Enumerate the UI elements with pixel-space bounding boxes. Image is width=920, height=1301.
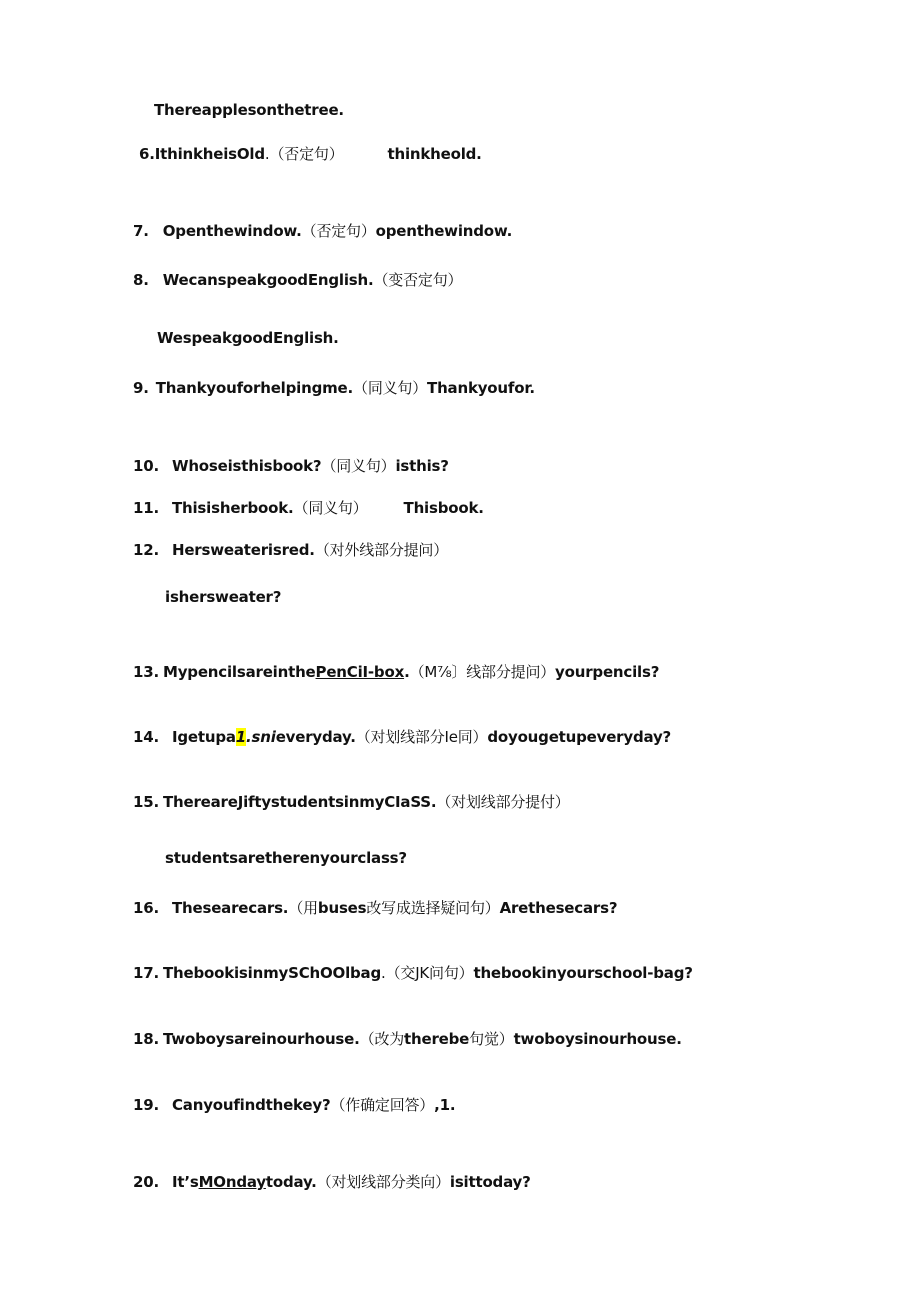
answer-stub: doyougetupeveryday? xyxy=(487,728,672,746)
sentence-text: 6.IthinkheisOld xyxy=(139,145,265,163)
sentence-text: Whoseisthisbook? xyxy=(171,457,322,475)
underlined-phrase: PenCiI-box xyxy=(315,663,405,681)
sentence-text: Thereapplesonthetree. xyxy=(154,101,344,119)
answer-stub: Arethesecars? xyxy=(499,899,618,917)
answer-stub: Thankyoufor. xyxy=(427,379,535,397)
line-10 xyxy=(133,455,449,476)
sentence-text: ThereareJiftystudentsinmyCIaSS. xyxy=(162,793,437,811)
instruction: （同义句） xyxy=(293,499,368,517)
sentence-text: Canyoufindthekey? xyxy=(171,1096,331,1114)
line-18 xyxy=(133,1028,682,1049)
line-11 xyxy=(133,497,484,518)
answer-stub: Thisbook. xyxy=(403,499,484,517)
answer-stub: ishersweater? xyxy=(165,588,282,606)
item-number: 16. xyxy=(133,899,159,917)
sentence-text: Igetupa xyxy=(171,728,236,746)
line-6 xyxy=(139,143,482,164)
answer-stub: isthis? xyxy=(395,457,449,475)
answer-stub: WespeakgoodEnglish. xyxy=(157,329,339,347)
line-14 xyxy=(133,726,671,747)
item-number: 13. xyxy=(133,663,159,681)
sentence-text: WecanspeakgoodEnglish. xyxy=(162,271,374,289)
instruction: （对划线部分提付） xyxy=(436,793,570,811)
item-number: 18. xyxy=(133,1030,159,1048)
sentence-text: Thisisherbook. xyxy=(171,499,294,517)
italic-text: .sni xyxy=(246,728,276,746)
item-number: 19. xyxy=(133,1096,159,1114)
instruction: （同义句） xyxy=(321,457,396,475)
instruction: （作确定回答） xyxy=(330,1096,435,1114)
line-16 xyxy=(133,897,617,918)
answer-stub: isittoday? xyxy=(449,1173,531,1191)
sentence-text: Hersweaterisred. xyxy=(171,541,315,559)
underlined-phrase: MOnday xyxy=(198,1173,266,1191)
instruction-keyword: therebe xyxy=(404,1030,470,1048)
sentence-text: It’s xyxy=(171,1173,199,1191)
answer-stub: twoboysinourhouse. xyxy=(513,1030,682,1048)
line-15b xyxy=(165,849,407,867)
line-12 xyxy=(133,539,448,560)
item-number: 8. xyxy=(133,271,149,289)
instruction: （改为 xyxy=(359,1030,405,1048)
line-8 xyxy=(133,269,462,290)
instruction: （M⅞〕线部分提问） xyxy=(409,663,556,681)
item-number: 15. xyxy=(133,793,159,811)
highlighted-text: 1 xyxy=(235,728,247,746)
item-number: 9. xyxy=(133,379,149,397)
instruction: 句觉） xyxy=(469,1030,514,1048)
answer-stub: thinkheold. xyxy=(387,145,482,163)
instruction: .（否定句） xyxy=(264,145,344,163)
instruction: （同义句） xyxy=(353,379,428,397)
answer-stub: openthewindow. xyxy=(375,222,513,240)
instruction: （对划线部分类向） xyxy=(316,1173,450,1191)
item-number: 20. xyxy=(133,1173,159,1191)
line-8b xyxy=(157,329,339,347)
instruction: （变否定句） xyxy=(373,271,463,289)
sentence-text: Thesearecars. xyxy=(171,899,289,917)
item-number: 11. xyxy=(133,499,159,517)
line-17 xyxy=(133,962,693,983)
answer-stub: ,1. xyxy=(434,1096,456,1114)
instruction: （否定句） xyxy=(301,222,376,240)
answer-stub: studentsaretherenyourclass? xyxy=(165,849,407,867)
sentence-text: Twoboysareinourhouse. xyxy=(162,1030,360,1048)
answer-stub: yourpencils? xyxy=(555,663,660,681)
instruction: （对外线部分提问） xyxy=(314,541,449,559)
sentence-text: Mypencilsareinthe xyxy=(162,663,316,681)
line-19 xyxy=(133,1094,455,1115)
line-13 xyxy=(133,661,659,682)
sentence-end: today. xyxy=(265,1173,317,1191)
line-15 xyxy=(133,791,570,812)
instruction-keyword: buses xyxy=(317,899,367,917)
item-number: 10. xyxy=(133,457,159,475)
sentence-text: Openthewindow. xyxy=(162,222,302,240)
item-number: 7. xyxy=(133,222,149,240)
instruction: （对划线部分Ie同） xyxy=(355,728,488,746)
line-9 xyxy=(133,377,535,398)
sentence-end: . xyxy=(404,663,410,681)
line-0 xyxy=(154,101,344,119)
answer-stub: thebookinyourschool-bag? xyxy=(473,964,693,982)
line-12b xyxy=(165,588,281,606)
item-number: 12. xyxy=(133,541,159,559)
instruction: 改写成选择疑问句） xyxy=(366,899,500,917)
line-7 xyxy=(133,220,512,241)
sentence-end: everyday. xyxy=(275,728,356,746)
sentence-text: Thankyouforhelpingme. xyxy=(155,379,354,397)
item-number: 14. xyxy=(133,728,159,746)
item-number: 17. xyxy=(133,964,159,982)
sentence-text: ThebookisinmySChOOlbag xyxy=(162,964,382,982)
instruction: .（交JK问句） xyxy=(381,964,474,982)
line-20 xyxy=(133,1171,531,1192)
instruction: （用 xyxy=(288,899,318,917)
